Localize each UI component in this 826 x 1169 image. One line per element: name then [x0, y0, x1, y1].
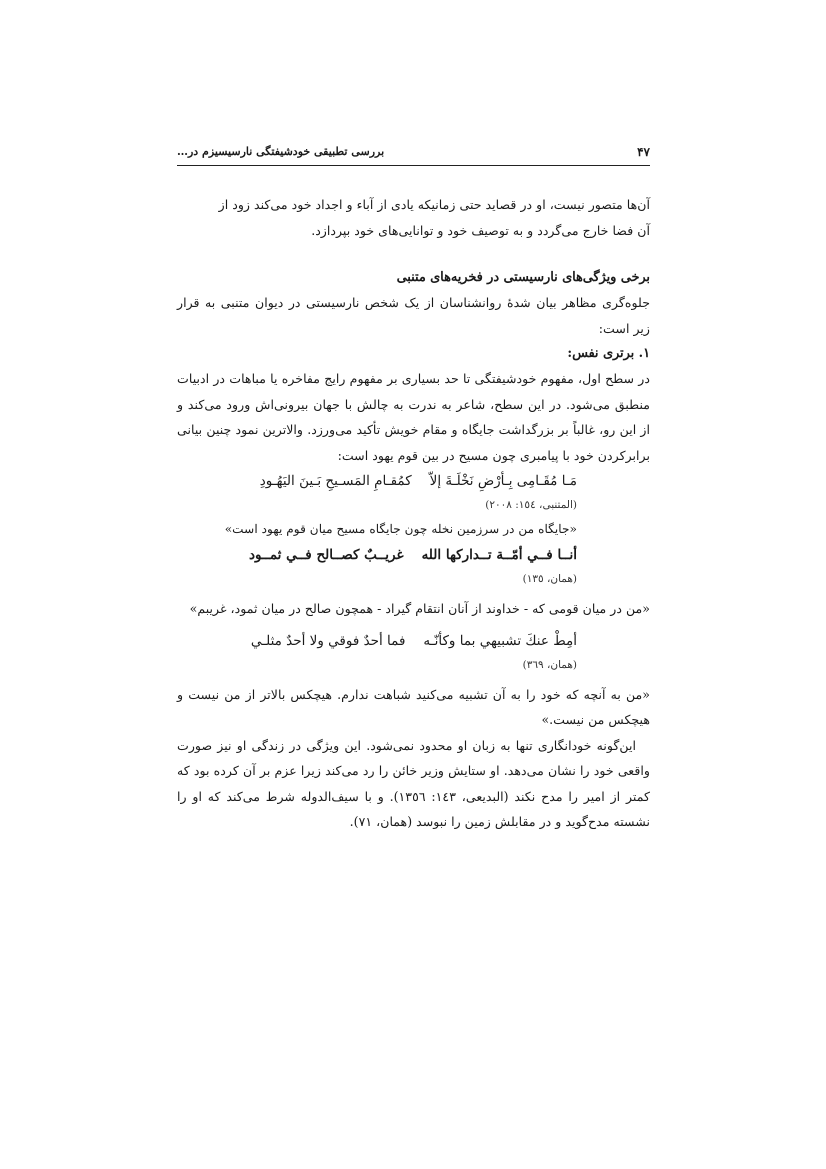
running-header: [177, 143, 650, 166]
verse-3-reference: (همان، ٣٦٩): [522, 658, 577, 671]
section-heading: برخی ویژگی‌های نارسیستی در فخریه‌های متنبی: [396, 270, 650, 285]
verse-2-hemistich-1: أنــا فــي أمّــة تــداركها الله: [421, 547, 577, 563]
intro-line-2: آن فضا خارج می‌گردد و به توصیف خود و توانایی‌های خود بپردازد.: [311, 222, 650, 238]
verse-3-translation: «من به آنچه که خود را به آن تشبیه می‌کنید شباهت ندارم. هیچکس بالاتر از من نیست و هیچکس من نیست.»: [177, 686, 650, 727]
verse-1-hemistich-2: كمُقـامِ المَسـيحِ بَـينَ اليَهُـودِ: [259, 473, 412, 489]
verse-1-hemistich-1: مَـا مُقَـامِى بِـأرْضِ نَخْلَـةَ إلاّ: [429, 473, 577, 489]
verse-2: [177, 542, 577, 568]
page-number: ۴۷: [637, 145, 650, 159]
verse-3: [177, 628, 577, 654]
closing-paragraph: این‌گونه خودانگاری تنها به زبان او محدود نمی‌شود. این ویژگی در زندگی او نیز صورت واقعی خود را نشان می‌دهد. او ستایش وزیر خائن را رد می‌کند زیرا عزم بر آن کرده بود که کمتر از امیر را مدح نکند (البدیعی، ١٤٣: ١٣٥٦). و با سیف‌الدوله شرط می‌کند که او را نشسته مدح‌گوید و در مقابلش زمین را نبوسد (همان، ٧١).: [177, 737, 650, 829]
verse-2-translation: «من در میان قومی که - خداوند از آنان انتقام گیراد - همچون صالح در میان ثمود، غریبم»: [189, 601, 650, 616]
page-body: [177, 192, 650, 835]
intro-line-1: آن‌ها متصور نیست، او در قصاید حتی زمانیکه یادی از آباء و اجداد خود می‌کند زود از: [218, 197, 650, 212]
verse-1: [177, 468, 577, 494]
verse-1-reference: (المتنبی، ١٥٤: ٢٠٠٨): [485, 499, 577, 511]
verse-1-translation: «جایگاه من در سرزمین نخله چون جایگاه مسیح میان قوم یهود است»: [224, 522, 577, 536]
section-paragraph-2: در سطح اول، مفهوم خودشیفتگی تا حد بسیاری بر مفهوم رایج مفاخره یا مباهات در ادبیات منطبق می‌شود. در این سطح، شاعر به ندرت به چالش با جهان بیرونی‌اش ورود می‌کند و از این رو، غالباً بر بزرگداشت جایگاه و مقام خویش تأکید می‌ورزد. والاترین نمود چنین بیانی برابرکردن خود با پیامبری چون مسیح در بین قوم یهود است:: [177, 371, 650, 463]
verse-3-hemistich-1: أمِطْ عنكَ تشبيهي بما وكأنّـه: [423, 632, 577, 649]
verse-2-reference: (همان، ١٣٥): [522, 573, 577, 585]
running-title: بررسی تطبیقی خودشیفتگی نارسیسیزم در…: [177, 145, 385, 158]
verse-2-hemistich-2: غريــبٌ كصــالح فــي ثمــود: [248, 547, 404, 563]
verse-3-hemistich-2: فما أحدٌ فوقي ولا أحدٌ مثلـي: [250, 632, 406, 649]
section-paragraph-1: جلوه‌گری مظاهر بیان شدۀ روانشناسان از یک شخص نارسیستی در دیوان متنبی به قرار زیر است:: [177, 295, 650, 336]
subheading-superiority: ۱. برتری نفس:: [567, 346, 650, 361]
